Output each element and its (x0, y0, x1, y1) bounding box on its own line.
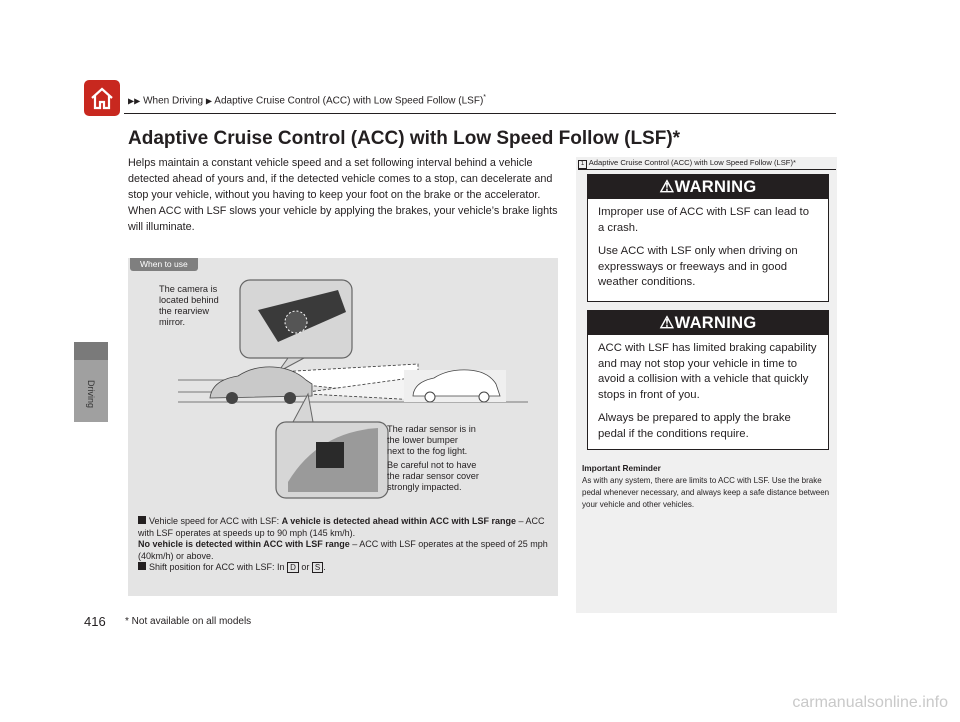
radar-sensor-inset-image (276, 394, 388, 498)
important-reminder-text: As with any system, there are limits to ACC with LSF. Use the brake pedal whenever necessary, and always keep a safe distance between your vehicle and other vehicles. (582, 476, 830, 509)
warning-header: ⚠WARNING (588, 175, 828, 199)
breadcrumb-asterisk: * (483, 94, 487, 101)
warning-box (587, 310, 829, 450)
camera-inset-image (240, 280, 352, 372)
warning-paragraph: ACC with LSF has limited braking capability and may not stop your vehicle in time to avoid a collision with a vehicle that quickly stops in front of you. (598, 342, 817, 401)
home-button[interactable] (84, 80, 120, 116)
callout-line: mirror. (159, 317, 186, 327)
warning-icon: ⚠ (659, 178, 675, 196)
callout-line: the radar sensor cover (387, 471, 479, 481)
breadcrumb-item[interactable]: Adaptive Cruise Control (ACC) with Low Speed Follow (LSF) (214, 95, 484, 107)
intro-paragraph: Helps maintain a constant vehicle speed and a set following interval behind a vehicle detected ahead of yours and, if the detected vehicle comes to a stop, can decelerate and stop your vehicle, without you having to keep your foot on the brake or the accelerator. (128, 157, 553, 201)
shift-s-key: S (312, 562, 323, 573)
callout-line: strongly impacted. (387, 482, 462, 492)
home-icon (84, 80, 120, 116)
callout-line: the lower bumper (387, 435, 458, 445)
callout-line: Be careful not to have (387, 460, 477, 470)
list-item: Shift position for ACC with LSF: In D or S . (138, 562, 553, 574)
callout-line: The radar sensor is in (387, 424, 476, 434)
breadcrumb-item[interactable]: When Driving (143, 95, 204, 107)
important-reminder-title: Important Reminder (582, 463, 661, 473)
footnote: * Not available on all models (125, 616, 252, 627)
bullet-square-icon (138, 562, 146, 570)
vehicle-ahead-image (404, 370, 506, 402)
page-number: 416 (84, 614, 106, 629)
breadcrumb-arrow-icon: ▶ (205, 96, 213, 106)
warning-paragraph: Use ACC with LSF only when driving on expressways or freeways and in good weather conditions. (598, 245, 798, 288)
reference-icon: 1 (578, 160, 587, 169)
intro-paragraph: When ACC with LSF slows your vehicle by applying the brakes, your vehicle’s brake lights will illuminate. (128, 205, 558, 233)
watermark: carmanualsonline.info (792, 694, 948, 711)
intro-text (128, 155, 560, 235)
sidebar-section-label: Driving (86, 380, 96, 409)
conditions-list (138, 516, 553, 574)
radar-callout (387, 424, 479, 493)
warning-header: ⚠WARNING (588, 311, 828, 335)
page-title: Adaptive Cruise Control (ACC) with Low Speed Follow (LSF)* (128, 128, 681, 149)
shift-d-key: D (287, 562, 299, 573)
camera-callout (159, 284, 219, 328)
warning-icon: ⚠ (659, 314, 675, 332)
list-item: Vehicle speed for ACC with LSF: A vehicle is detected ahead within ACC with LSF range – ACC with LSF operates at speeds up to 90 mph (145 km/h). No vehicle is detected within ACC with LSF range – ACC with LSF operates at the speed of 25 mph (40km/h) or above. (138, 516, 548, 561)
warning-paragraph: Improper use of ACC with LSF can lead to a crash. (598, 206, 809, 234)
callout-line: the rearview (159, 306, 210, 316)
breadcrumb (128, 94, 486, 106)
breadcrumb-arrow-icon: ▶▶ (128, 96, 141, 106)
callout-line: located behind (159, 295, 219, 305)
warning-text (588, 335, 828, 442)
header-divider (124, 113, 836, 114)
warning-text (588, 199, 828, 291)
callout-line: The camera is (159, 284, 218, 294)
when-to-use-tag: When to use (130, 258, 198, 271)
bullet-square-icon (138, 516, 146, 524)
side-notes-divider (578, 169, 836, 170)
side-notes-heading: 1 Adaptive Cruise Control (ACC) with Low Speed Follow (LSF)* (578, 158, 796, 169)
warning-paragraph: Always be prepared to apply the brake pedal if the conditions require. (598, 412, 791, 440)
callout-line: next to the fog light. (387, 446, 468, 456)
warning-box (587, 174, 829, 302)
